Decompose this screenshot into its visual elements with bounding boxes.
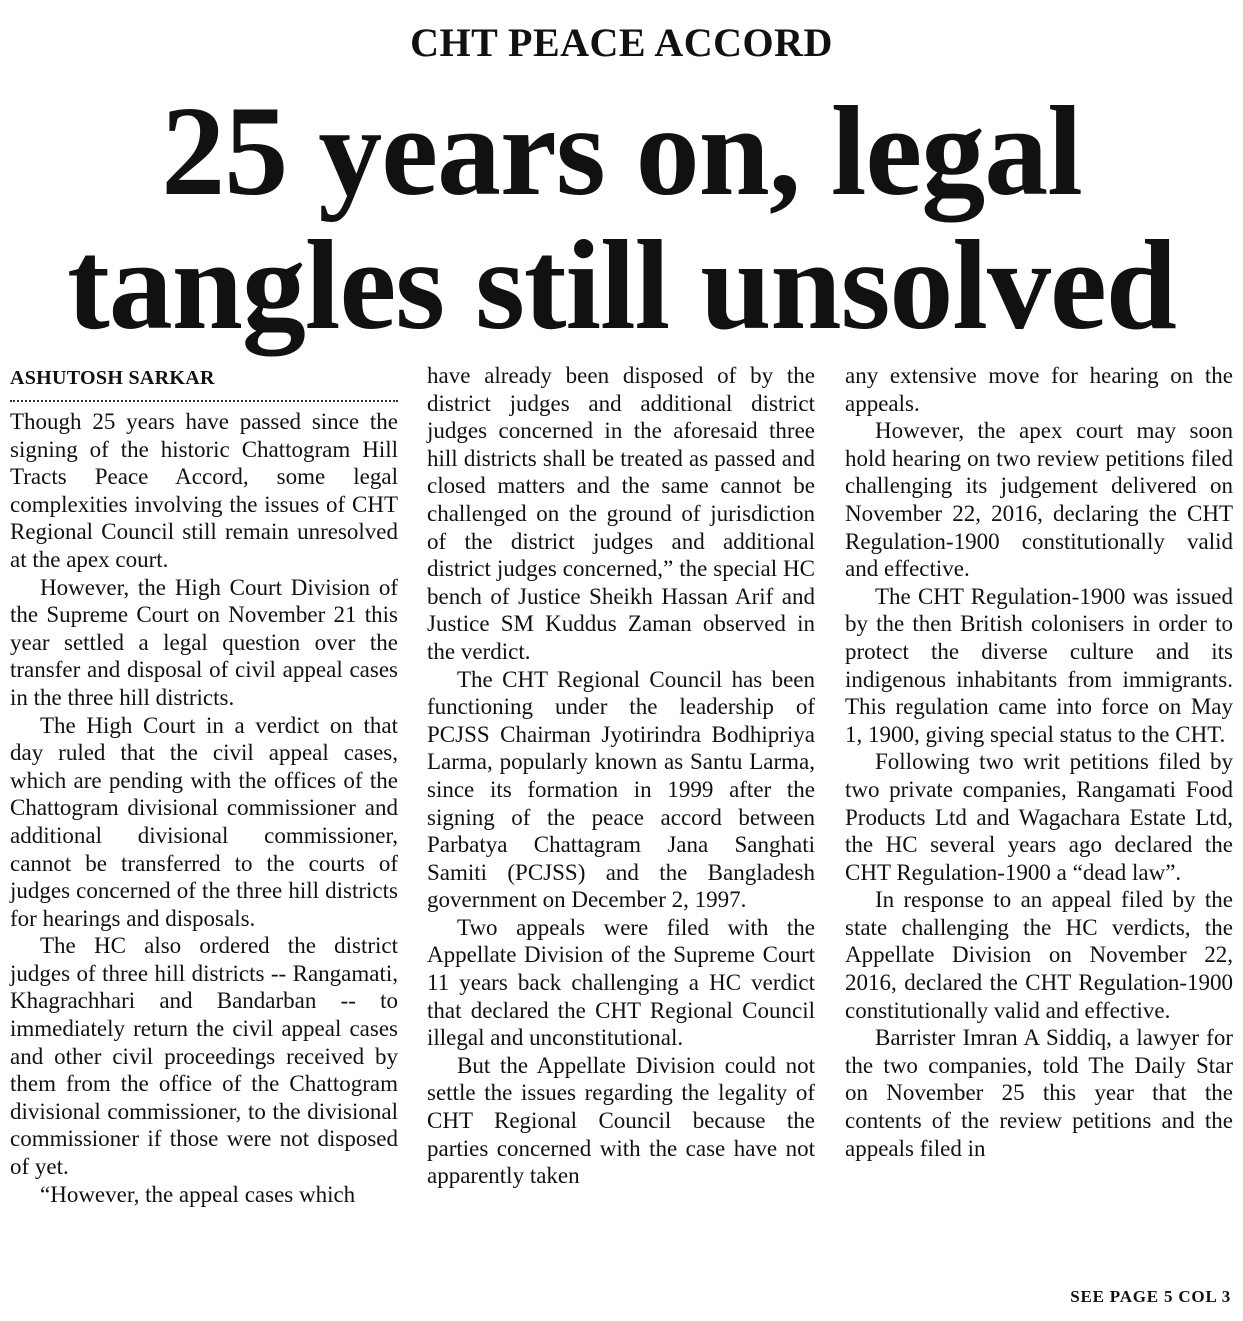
paragraph: The High Court in a verdict on that day ruled that the civil appeal cases, which are pending with the offices of the Chattogram divisional commissioner and additional divisional commissioner, cannot be transferred to the courts of judges concerned of the three hill districts for hearings and disposals. — [10, 712, 398, 931]
paragraph: Barrister Imran A Siddiq, a lawyer for the two companies, told The Daily Star on November 25 this year that the contents of the review petitions and the appeals filed in — [845, 1025, 1233, 1161]
paragraph: However, the High Court Division of the Supreme Court on November 21 this year settled a legal question over the transfer and disposal of civil appeal cases in the three hill districts. — [10, 574, 398, 710]
headline-line-2: tangles still unsolved — [67, 214, 1176, 356]
paragraph: The HC also ordered the district judges of three hill districts -- Rangamati, Khagrachhari and Bandarban -- to immediately return the civil appeal cases and other civil proceedings received by them from the office of the Chattogram divisional commissioner, to the divisional commissioner if those were not disposed of yet. — [10, 933, 398, 1180]
paragraph: But the Appellate Division could not settle the issues regarding the legality of CHT Regional Council because the parties concerned with the case have not apparently taken — [427, 1052, 815, 1189]
paragraph: The CHT Regulation-1900 was issued by the then British colonisers in order to protect the diverse culture and its indigenous inhabitants from immigrants. This regulation came into force on May 1, 1900, giving special status to the CHT. — [845, 583, 1233, 747]
article-column-3 — [845, 362, 1233, 1162]
article-column-1 — [10, 362, 398, 1208]
byline: ASHUTOSH SARKAR — [10, 366, 398, 402]
paragraph: Two appeals were filed with the Appellate Division of the Supreme Court 11 years back challenging a HC verdict that declared the CHT Regional Council illegal and unconstitutional. — [427, 914, 815, 1051]
paragraph: have already been disposed of by the district judges and additional district judges concerned in the aforesaid three hill districts shall be treated as passed and closed matters and the same cannot be challenged on the ground of jurisdiction of the district judges and additional district judges concerned,” the special HC bench of Justice Sheikh Hassan Arif and Justice SM Kuddus Zaman observed in the verdict. — [427, 363, 815, 664]
paragraph: In response to an appeal filed by the state challenging the HC verdicts, the Appellate Division on November 22, 2016, declared the CHT Regulation-1900 constitutionally valid and effective. — [845, 887, 1233, 1023]
headline — [0, 80, 1243, 356]
paragraph: However, the apex court may soon hold hearing on two review petitions filed challenging its judgement delivered on November 22, 2016, declaring the CHT Regulation-1900 constitutionally valid and effective. — [845, 418, 1233, 582]
paragraph: “However, the appeal cases which — [40, 1181, 356, 1207]
continuation-jump-line: SEE PAGE 5 COL 3 — [1070, 1287, 1231, 1306]
paragraph: Though 25 years have passed since the signing of the historic Chattogram Hill Tracts Peace Accord, some legal complexities involving the issues of CHT Regional Council still remain unresolved at the apex court. — [10, 409, 398, 572]
paragraph: Following two writ petitions filed by two private companies, Rangamati Food Products Ltd and Wagachara Estate Ltd, the HC several years ago declared the CHT Regulation-1900 a “dead law”. — [845, 749, 1233, 885]
paragraph: The CHT Regional Council has been functioning under the leadership of PCJSS Chairman Jyotirindra Bodhipriya Larma, popularly known as Santu Larma, since its formation in 1999 after the signing of the peace accord between Parbatya Chattagram Jana Sanghati Samiti (PCJSS) and the Bangladesh government on December 2, 1997. — [427, 666, 815, 913]
kicker: CHT PEACE ACCORD — [410, 20, 833, 65]
article-column-2 — [427, 362, 815, 1190]
paragraph: any extensive move for hearing on the appeals. — [845, 363, 1233, 416]
headline-line-1: 25 years on, legal — [161, 80, 1082, 222]
